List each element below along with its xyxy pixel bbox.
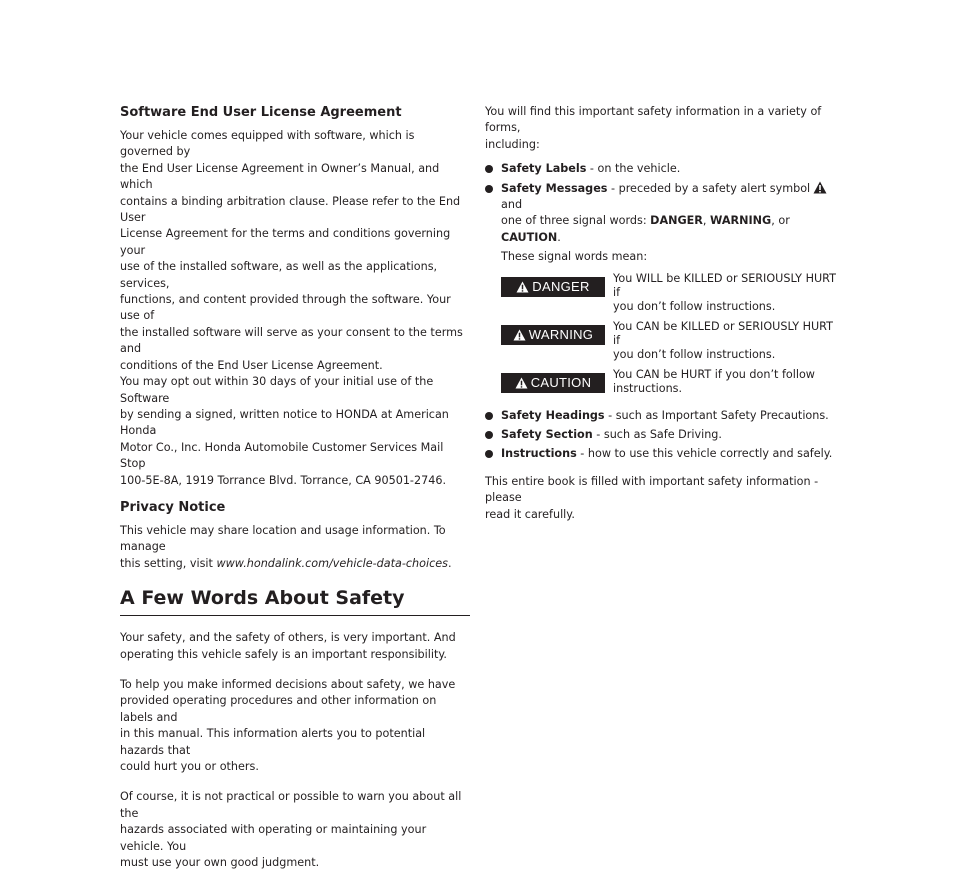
privacy-heading: Privacy Notice [120,499,226,515]
sep: , [702,214,711,228]
bullet-dot-icon [485,185,493,193]
safety-para3-line: must use your own good judgment. [120,856,320,870]
sep: , or [771,214,790,228]
bullet-text: - preceded by a safety alert symbol [607,181,811,195]
safety-para2-line: could hurt you or others. [120,760,259,773]
caution-label: CAUTION [530,375,592,391]
eula-line: functions, and content provided through the software. Your use of [120,293,451,323]
danger-label-box [501,277,605,297]
warning-text-line: you don’t follow instructions. [613,347,776,361]
warning-label: WARNING [528,327,594,343]
right-column [485,104,840,523]
bullet-instructions [485,446,840,462]
word-caution: CAUTION [501,230,558,244]
bullet-safety-section [485,427,840,443]
eula-line: Your vehicle comes equipped with software, which is governed by [120,129,415,159]
warning-label-box [501,325,605,345]
privacy-line [120,556,470,572]
bullet-dot-icon [485,165,493,173]
privacy-line: This vehicle may share location and usage information. To manage [120,523,446,554]
eula-heading: Software End User License Agreement [120,105,402,120]
eula-line: License Agreement for the terms and conditions governing your [120,227,451,257]
word-danger: DANGER [650,214,703,228]
eula-body [120,128,470,489]
bullet-dot-icon [485,431,493,439]
signal-words-prefix: one of three signal words: [501,214,651,228]
safety-para1-line: operating this vehicle safely is an important responsibility. [120,647,447,661]
bullet-dot-icon [485,412,493,420]
danger-text-line: you don’t follow instructions. [613,299,776,313]
bullet-text: - on the vehicle. [586,162,681,176]
bullet-safety-headings [485,408,840,424]
danger-label: DANGER [532,279,590,295]
eula-line: contains a binding arbitration clause. Please refer to the End User [120,194,461,225]
eula-line: conditions of the End User License Agreement. [120,358,383,372]
bullet-label: Safety Headings [501,408,605,422]
caution-text-line: You CAN be HURT if you don’t follow [613,367,815,381]
safety-para2-line: To help you make informed decisions about safety, we have [120,677,456,691]
bullet-text-and: and [501,198,523,212]
bullet-text: - such as Important Safety Precautions. [604,408,829,422]
privacy-prefix: this setting, visit [120,556,217,570]
bullet-dot-icon [485,450,493,458]
outro-line: This entire book is filled with important safety information - please [485,474,819,505]
intro-line: You will find this important safety information in a variety of forms, [485,105,822,135]
privacy-link[interactable]: www.hondalink.com/vehicle-data-choices [216,556,448,570]
left-column [120,104,470,871]
eula-line: You may opt out within 30 days of your initial use of the Software [120,375,434,405]
safety-para3-line: Of course, it is not practical or possible to warn you about all the [120,790,462,820]
bullet-safety-labels [485,161,840,177]
intro-line: including: [485,137,540,151]
signal-danger-row [501,272,840,314]
bullet-label: Safety Labels [501,162,587,176]
warning-triangle-icon [813,181,827,194]
safety-para1-line: Your safety, and the safety of others, is very important. And [120,631,456,645]
eula-line: the installed software will serve as your consent to the terms and [120,325,463,356]
eula-line: the End User License Agreement in Owner’s Manual, and which [120,161,440,192]
signal-warning-row [501,320,840,362]
bullet-label: Safety Section [501,428,593,442]
safety-title: A Few Words About Safety [120,587,405,610]
warning-triangle-icon [516,281,529,293]
title-rule [120,615,470,616]
caution-label-box [501,373,605,393]
safety-para3-line: hazards associated with operating or maintaining your vehicle. You [120,823,427,853]
signal-caution-row [501,368,840,396]
bullet-label: Instructions [501,447,577,461]
outro-line: read it carefully. [485,507,575,521]
warning-triangle-icon [513,329,526,341]
bullet-text: - such as Safe Driving. [592,428,722,442]
safety-para2-line: provided operating procedures and other information on labels and [120,694,437,724]
signal-mean: These signal words mean: [501,250,648,264]
bullet-label: Safety Messages [501,181,608,195]
word-warning: WARNING [710,214,772,228]
danger-text [613,272,838,314]
caution-text [613,368,838,396]
caution-text-line: instructions. [613,381,683,395]
warning-triangle-icon [515,377,528,389]
danger-text-line: You WILL be KILLED or SERIOUSLY HURT if [613,271,836,299]
bullet-safety-messages [485,181,840,214]
eula-line: use of the installed software, as well as the applications, services, [120,260,438,290]
safety-para2-line: in this manual. This information alerts you to potential hazards that [120,727,426,757]
privacy-suffix: . [447,556,452,570]
eula-line: 100-5E-8A, 1919 Torrance Blvd. Torrance, CA 90501-2746. [120,473,447,487]
eula-line: Motor Co., Inc. Honda Automobile Customer Services Mail Stop [120,440,444,471]
period: . [557,230,561,244]
bullet-text: - how to use this vehicle correctly and safely. [576,447,833,461]
warning-text [613,320,838,362]
eula-line: by sending a signed, written notice to HONDA at American Honda [120,407,449,438]
signal-words-line [485,213,840,246]
warning-text-line: You CAN be KILLED or SERIOUSLY HURT if [613,319,833,347]
